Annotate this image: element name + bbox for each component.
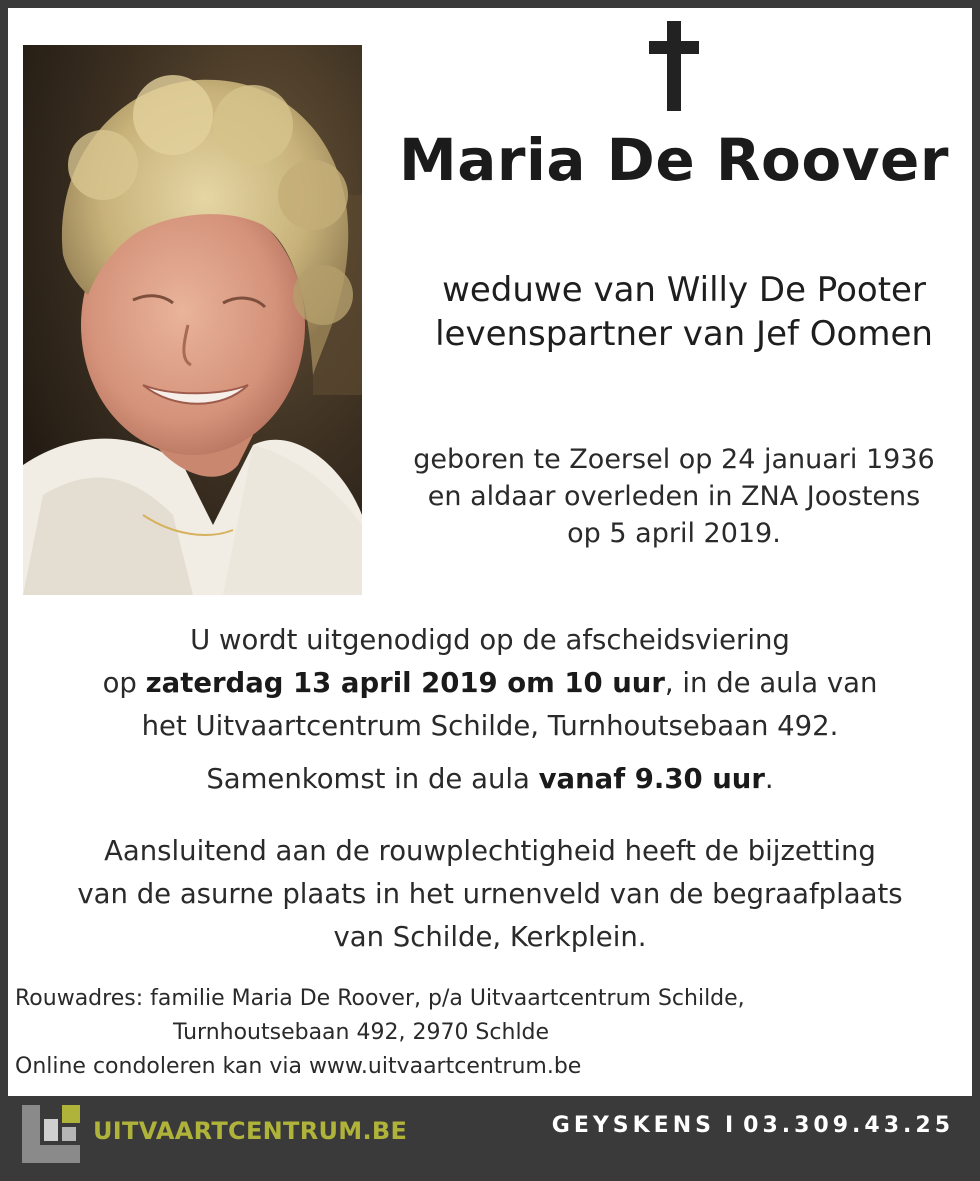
interment-line-1: Aansluitend aan de rouwplechtigheid heeft de bijzetting <box>104 835 876 867</box>
phone-number: 03.309.43.25 <box>743 1113 954 1138</box>
death-line: en aldaar overleden in ZNA Joostens <box>427 481 921 512</box>
mourning-address <box>15 982 745 1084</box>
gathering-time: vanaf 9.30 uur <box>538 763 765 795</box>
birth-death-info <box>354 441 980 552</box>
portrait-photo <box>23 45 362 595</box>
uitvaartcentrum-logo-icon <box>22 1105 80 1163</box>
relations <box>374 268 980 356</box>
ceremony-invite-line: U wordt uitgenodigd op de afscheidsviering <box>190 624 790 656</box>
address-line-2: Turnhoutsebaan 492, 2970 Schlde <box>173 1020 550 1045</box>
ceremony-date-prefix: op <box>102 667 146 699</box>
condolence-line: Online condoleren kan via www.uitvaartcentrum.be <box>15 1054 582 1079</box>
footer-bar <box>0 1097 980 1181</box>
gathering-info <box>8 758 972 801</box>
deceased-name: Maria De Roover <box>399 126 949 194</box>
gathering-prefix: Samenkomst in de aula <box>206 763 539 795</box>
ceremony-date: zaterdag 13 april 2019 om 10 uur <box>145 667 665 699</box>
interment-line-3: van Schilde, Kerkplein. <box>333 921 647 953</box>
interment-line-2: van de asurne plaats in het urnenveld van de begraafplaats <box>77 878 903 910</box>
company-contact <box>552 1113 954 1138</box>
relation-widow: weduwe van Willy De Pooter <box>442 270 926 310</box>
obituary-card <box>8 8 972 1096</box>
ceremony-date-line <box>8 662 972 705</box>
ceremony-date-suffix: , in de aula van <box>664 667 878 699</box>
birth-line: geboren te Zoersel op 24 januari 1936 <box>413 444 935 475</box>
contact-separator: I <box>724 1113 734 1138</box>
death-date-line: op 5 april 2019. <box>567 518 781 549</box>
brand-name: UITVAARTCENTRUM.BE <box>93 1117 408 1145</box>
cross-icon <box>649 21 699 111</box>
relation-partner: levenspartner van Jef Oomen <box>435 314 933 354</box>
address-line-1: Rouwadres: familie Maria De Roover, p/a Uitvaartcentrum Schilde, <box>15 986 745 1011</box>
portrait-photo-art <box>23 45 362 595</box>
company-name: GEYSKENS <box>551 1113 715 1138</box>
interment-info <box>8 830 972 959</box>
ceremony-location-line: het Uitvaartcentrum Schilde, Turnhoutsebaan 492. <box>141 710 839 742</box>
ceremony-info <box>8 619 972 748</box>
gathering-suffix: . <box>764 763 774 795</box>
